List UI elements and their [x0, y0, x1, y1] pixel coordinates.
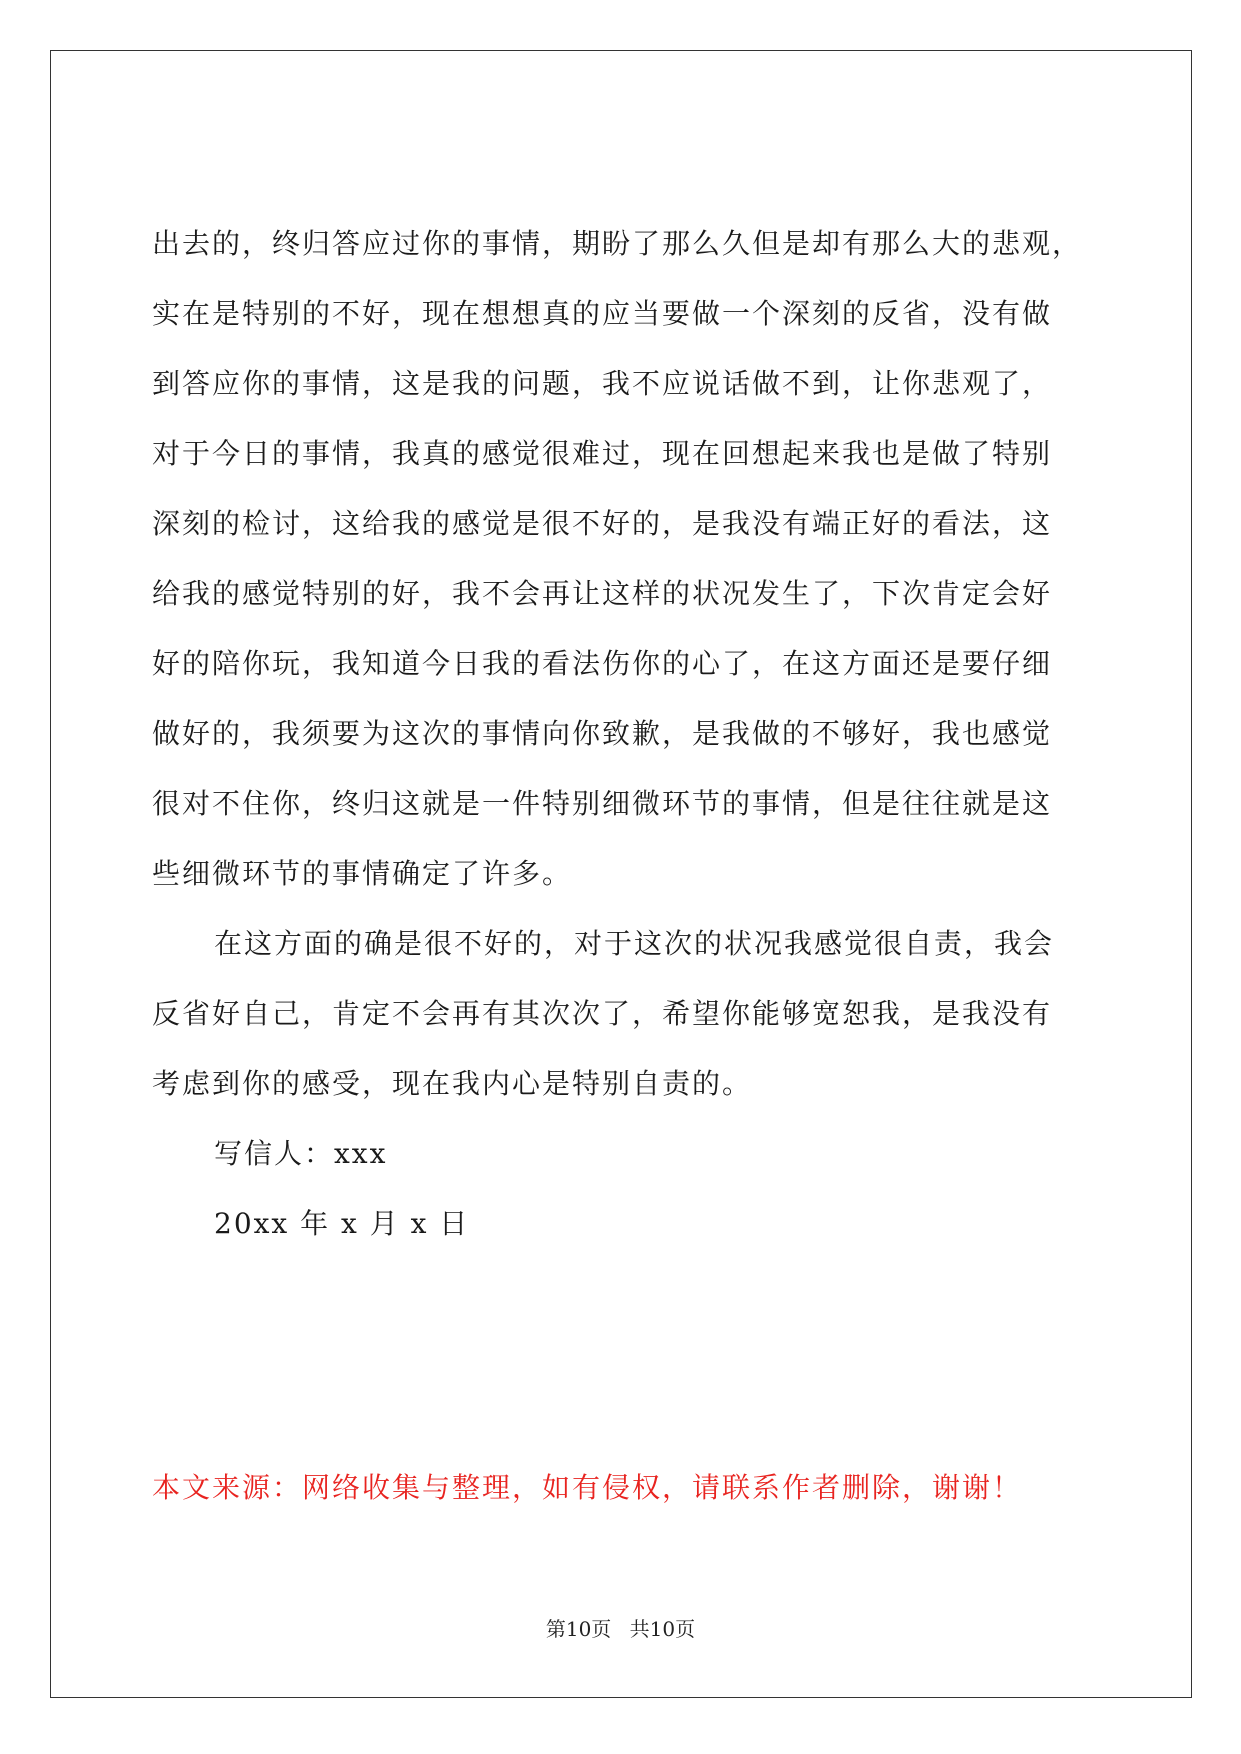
body-line-2: 实在是特别的不好，现在想想真的应当要做一个深刻的反省，没有做 [152, 297, 1053, 330]
page-number-current: 第10页 [545, 1617, 612, 1641]
body-line-11: 在这方面的确是很不好的，对于这次的状况我感觉很自责，我会 [214, 927, 1055, 960]
date-line: 20xx 年 x 月 x 日 [214, 1207, 470, 1240]
source-note: 本文来源：网络收集与整理，如有侵权，请联系作者删除，谢谢！ [152, 1471, 1023, 1504]
page-footer [0, 1617, 1241, 1641]
page-number-total: 共10页 [629, 1617, 696, 1641]
body-line-6: 给我的感觉特别的好，我不会再让这样的状况发生了，下次肯定会好 [152, 577, 1053, 610]
body-line-9: 很对不住你，终归这就是一件特别细微环节的事情，但是往往就是这 [152, 787, 1053, 820]
body-line-13: 考虑到你的感受，现在我内心是特别自责的。 [152, 1067, 753, 1100]
body-line-3: 到答应你的事情，这是我的问题，我不应说话做不到，让你悲观了， [152, 367, 1053, 400]
body-line-1: 出去的，终归答应过你的事情，期盼了那么久但是却有那么大的悲观， [152, 227, 1083, 260]
body-line-8: 做好的，我须要为这次的事情向你致歉，是我做的不够好，我也感觉 [152, 717, 1053, 750]
body-line-5: 深刻的检讨，这给我的感觉是很不好的，是我没有端正好的看法，这 [152, 507, 1053, 540]
body-line-10: 些细微环节的事情确定了许多。 [152, 857, 573, 890]
body-line-4: 对于今日的事情，我真的感觉很难过，现在回想起来我也是做了特别 [152, 437, 1053, 470]
body-line-7: 好的陪你玩，我知道今日我的看法伤你的心了，在这方面还是要仔细 [152, 647, 1053, 680]
signature-line: 写信人：xxx [214, 1137, 388, 1170]
body-line-12: 反省好自己，肯定不会再有其次次了，希望你能够宽恕我，是我没有 [152, 997, 1053, 1030]
